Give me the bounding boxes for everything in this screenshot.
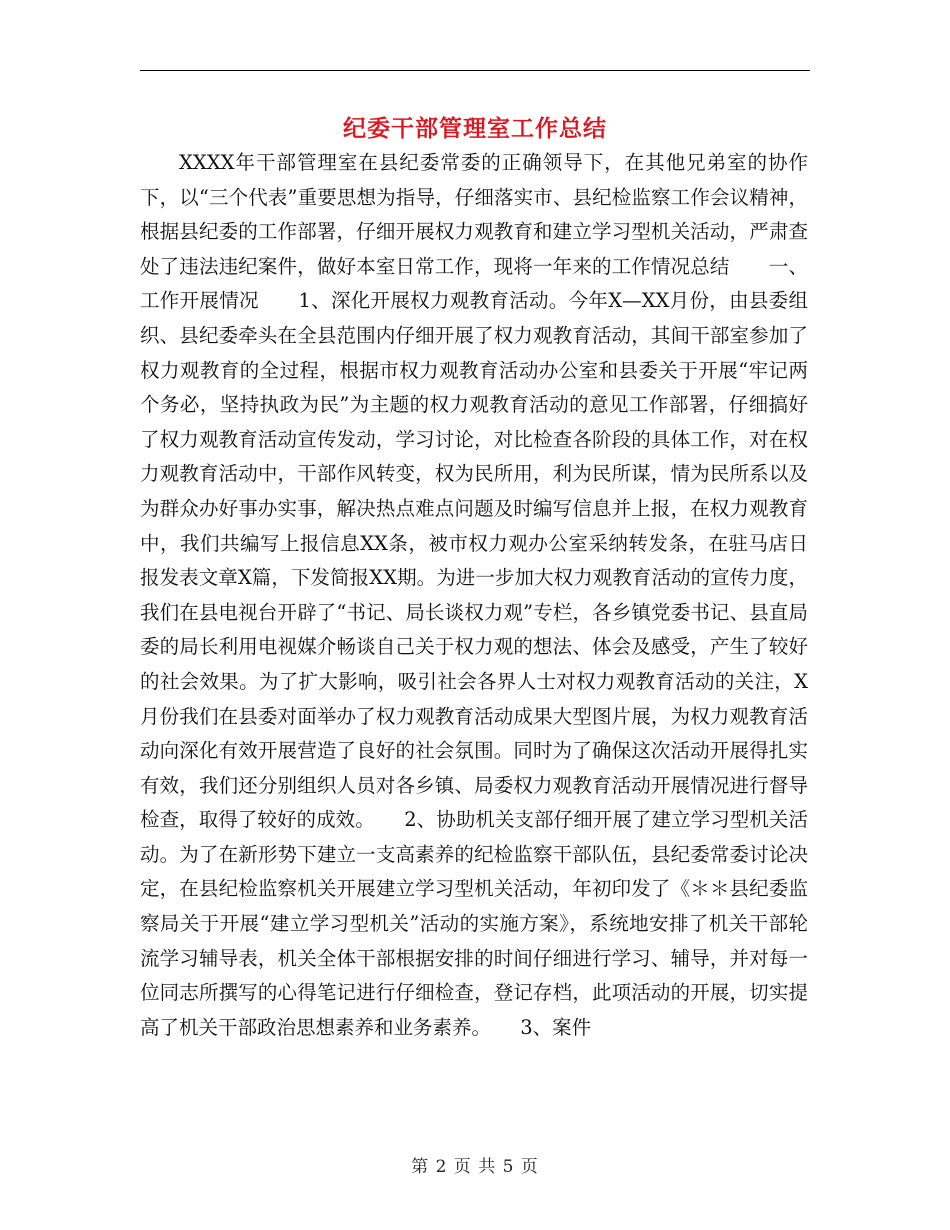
document-title: 纪委干部管理室工作总结 <box>343 115 607 142</box>
header-rule <box>140 70 810 71</box>
body-paragraph: XXXX年干部管理室在县纪委常委的正确领导下，在其他兄弟室的协作下，以“三个代表”重要思想为指导，仔细落实市、县纪检监察工作会议精神，根据县纪委的工作部署，仔细开展权力观教育和建立学习型机关活动，严肃查处了违法违纪案件，做好本室日常工作，现将一年来的工作情况总结 一、工作开展情况 1、深化开展权力观教育活动。今年X—XX月份，由县委组织、县纪委牵头在全县范围内仔细开展了权力观教育活动，其间干部室参加了权力观教育的全过程，根据市权力观教育活动办公室和县委关于开展“牢记两个务必，坚持执政为民”为主题的权力观教育活动的意见工作部署，仔细搞好了权力观教育活动宣传发动，学习讨论，对比检查各阶段的具体工作，对在权力观教育活动中，干部作风转变，权为民所用，利为民所谋，情为民所系以及为群众办好事办实事，解决热点难点问题及时编写信息并上报，在权力观教育中，我们共编写上报信息XX条，被市权力观办公室采纳转发条，在驻马店日报发表文章X篇，下发简报XX期。为进一步加大权力观教育活动的宣传力度，我们在县电视台开辟了“书记、局长谈权力观”专栏，各乡镇党委书记、县直局委的局长利用电视媒介畅谈自己关于权力观的想法、体会及感受，产生了较好的社会效果。为了扩大影响，吸引社会各界人士对权力观教育活动的关注，X月份我们在县委对面举办了权力观教育活动成果大型图片展，为权力观教育活动向深化有效开展营造了良好的社会氛围。同时为了确保这次活动开展得扎实有效，我们还分别组织人员对各乡镇、局委权力观教育活动开展情况进行督导检查，取得了较好的成效。 2、协助机关支部仔细开展了建立学习型机关活动。为了在新形势下建立一支高素养的纪检监察干部队伍，县纪委常委讨论决定，在县纪检监察机关开展建立学习型机关活动，年初印发了《＊＊县纪委监察局关于开展“建立学习型机关”活动的实施方案》，系统地安排了机关干部轮流学习辅导表，机关全体干部根据安排的时间仔细进行学习、辅导，并对每一位同志所撰写的心得笔记进行仔细检查，登记存档，此项活动的开展，切实提高了机关干部政治思想素养和业务素养。 3、案件 <box>140 151 808 1039</box>
page-number: 第 2 页 共 5 页 <box>411 1157 539 1177</box>
